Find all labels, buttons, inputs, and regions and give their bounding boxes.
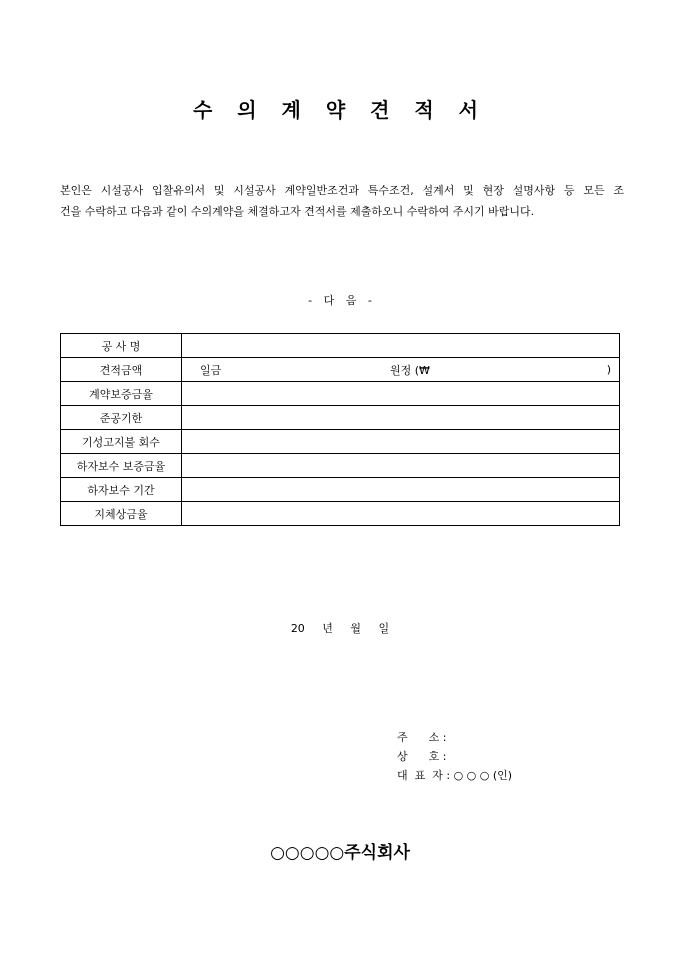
amount-prefix: 일금	[200, 363, 222, 377]
row-value-completion-deadline	[182, 406, 620, 430]
table-row	[61, 430, 620, 454]
company-name: ○○○○○주식회사	[270, 843, 410, 863]
row-value-progress-payment-count	[182, 430, 620, 454]
intro-line-1: 본인은 시설공사 입찰유의서 및 시설공사 계약일반조건과 특수조건, 설계서 및 현장 설명사항 등 모든 조	[60, 184, 624, 197]
row-label-contract-deposit-rate: 계약보증금율	[61, 382, 182, 406]
table-row	[61, 406, 620, 430]
row-value-defect-deposit-rate	[182, 454, 620, 478]
document-title: 수 의 계 약 견 적 서	[192, 98, 488, 122]
row-value-contract-deposit-rate	[182, 382, 620, 406]
row-label-completion-deadline: 준공기한	[61, 406, 182, 430]
row-value-delay-penalty-rate	[182, 502, 620, 526]
table-row	[61, 502, 620, 526]
table-row	[61, 334, 620, 358]
intro-paragraph	[60, 180, 624, 222]
signature-representative: 대 표 자 : ○ ○ ○ (인)	[397, 769, 513, 782]
signature-company-name: 상 호 :	[397, 750, 447, 763]
intro-line-2: 건을 수락하고 다음과 같이 수의계약을 체결하고자 견적서를 제출하오니 수락하여 주시기 바랍니다.	[60, 205, 535, 218]
row-label-progress-payment-count: 기성고지불 회수	[61, 430, 182, 454]
table-row	[61, 454, 620, 478]
date-line: 20 년 월 일	[290, 622, 390, 635]
row-value-estimate-amount	[182, 358, 620, 382]
row-value-defect-period	[182, 478, 620, 502]
row-label-project-name: 공 사 명	[61, 334, 182, 358]
section-label: - 다 음 -	[308, 294, 372, 307]
row-label-delay-penalty-rate: 지체상금율	[61, 502, 182, 526]
signature-address: 주 소 :	[397, 731, 447, 744]
amount-close-paren: )	[606, 363, 611, 376]
row-label-estimate-amount: 견적금액	[61, 358, 182, 382]
row-value-project-name	[182, 334, 620, 358]
signature-block	[397, 728, 512, 785]
amount-won-label: 원정 (₩	[390, 363, 430, 377]
row-label-defect-period: 하자보수 기간	[61, 478, 182, 502]
table-row	[61, 382, 620, 406]
table-row	[61, 358, 620, 382]
row-label-defect-deposit-rate: 하자보수 보증금율	[61, 454, 182, 478]
quotation-table	[60, 333, 620, 526]
table-row	[61, 478, 620, 502]
